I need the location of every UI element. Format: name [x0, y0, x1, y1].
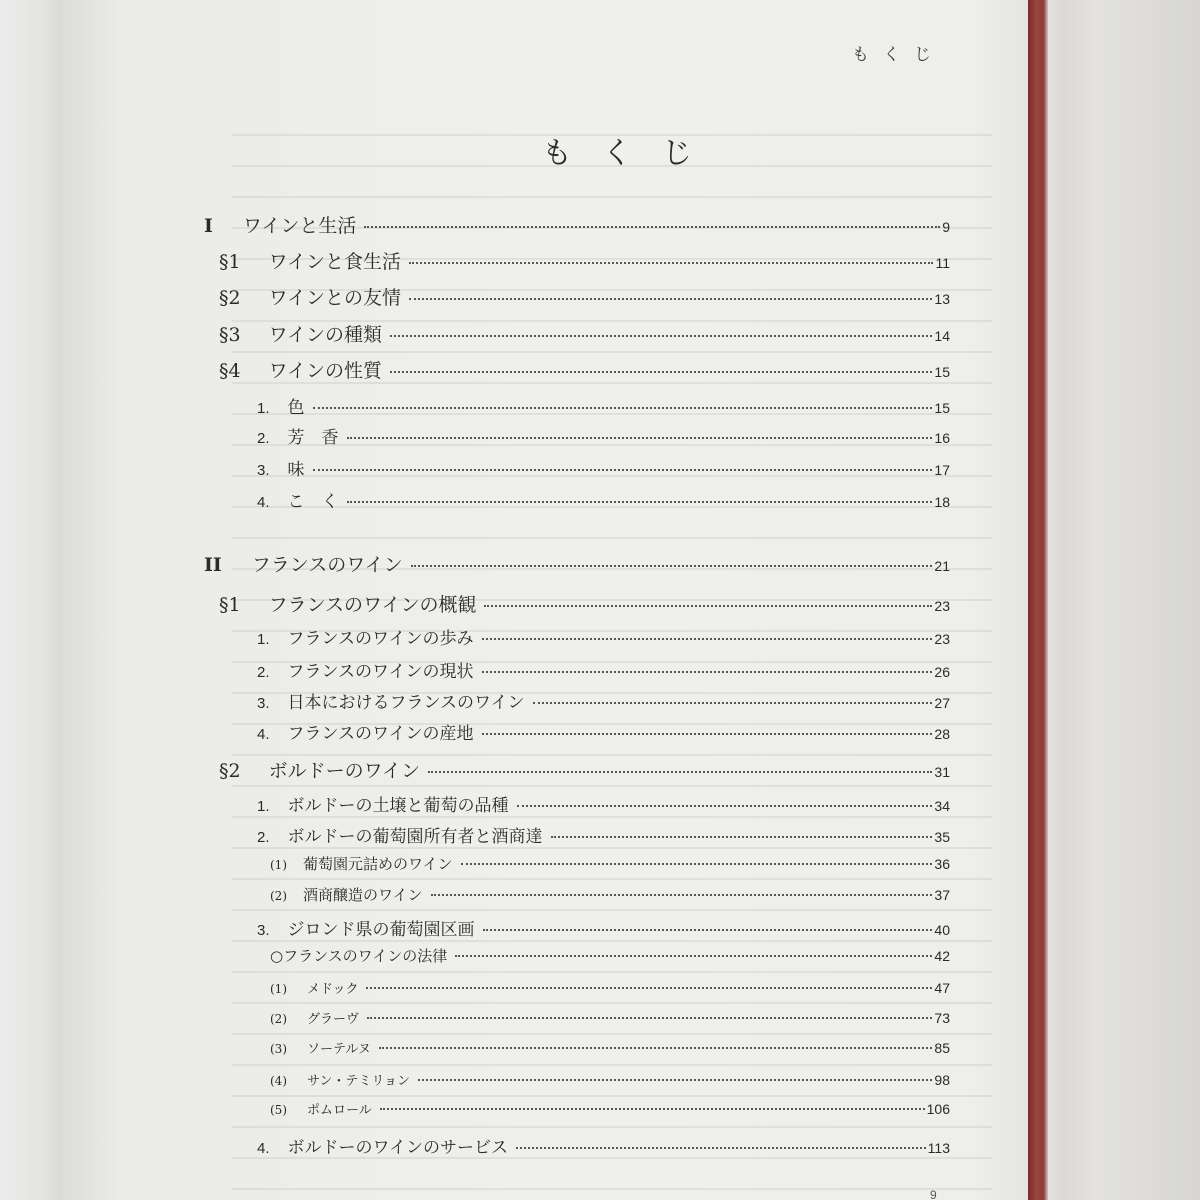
toc-entry: [270, 1099, 950, 1118]
dot-leader: [364, 224, 940, 228]
toc-entry-title: ジロンド県の葡萄園区画: [287, 920, 475, 940]
toc-entry-label: [219, 590, 476, 617]
toc-entry: [257, 915, 950, 940]
dot-leader: [347, 435, 933, 439]
running-head: もくじ: [852, 45, 945, 65]
dot-leader: [482, 731, 933, 735]
toc-entry-number: 1.: [257, 400, 270, 417]
toc-entry-page: 13: [934, 291, 950, 307]
dot-leader: [483, 927, 933, 931]
toc-entry: [257, 423, 950, 448]
toc-entry: [257, 455, 950, 480]
dot-leader: [516, 1145, 926, 1149]
toc-entry: [219, 283, 950, 310]
toc-entry: [270, 1038, 950, 1057]
toc-entry-page: 17: [934, 462, 950, 478]
toc-entry-title: フランスのワインの歩み: [287, 629, 474, 649]
toc-entry-number: 4.: [257, 726, 270, 743]
toc-entry: [257, 624, 950, 649]
toc-entry: [257, 822, 950, 847]
toc-entry: [270, 1008, 950, 1027]
toc-entry-label: [270, 1038, 371, 1057]
toc-entry: [204, 550, 950, 577]
toc-entry-label: [219, 756, 420, 783]
dot-leader: [379, 1045, 933, 1049]
toc-entry-title: ポムロール: [307, 1103, 372, 1118]
toc-entry-number: 3.: [257, 922, 270, 939]
toc-entry-title: 色: [287, 398, 305, 418]
toc-entry-number: 1.: [257, 631, 270, 648]
dot-leader: [482, 669, 933, 673]
toc-entry-title: ワインの性質: [268, 360, 383, 382]
toc-entry-label: [257, 915, 475, 940]
toc-entry-page: 85: [934, 1040, 950, 1056]
toc-entry-number: 4.: [257, 1140, 270, 1157]
dot-leader: [380, 1106, 925, 1110]
toc-entry: [270, 978, 950, 997]
toc-entry-page: 26: [934, 664, 950, 680]
toc-entry-number: (4): [270, 1074, 287, 1088]
toc-entry-page: 21: [934, 558, 950, 574]
dot-leader: [390, 369, 932, 373]
dot-leader: [431, 892, 933, 896]
toc-entry-page: 34: [934, 798, 950, 814]
toc-entry-number: (1): [270, 982, 287, 996]
toc-entry-label: [257, 423, 339, 448]
toc-entry-title: こ く: [287, 492, 339, 512]
toc-entry-page: 11: [935, 255, 950, 271]
toc-entry-title: ワインと生活: [242, 215, 357, 237]
toc-entry: [219, 756, 950, 783]
toc-entry-number: (1): [270, 858, 287, 872]
toc-entry-label: [257, 393, 305, 418]
toc-entry-page: 47: [934, 980, 950, 996]
toc-entry: [257, 393, 950, 418]
toc-entry: [270, 884, 950, 905]
dot-leader: [484, 603, 932, 607]
dot-leader: [533, 700, 933, 704]
toc-entry-title: メドック: [307, 982, 359, 997]
toc-entry-number: 1.: [257, 798, 270, 815]
toc-entry: [204, 211, 950, 238]
toc-entry-number: (3): [270, 1042, 287, 1056]
toc-entry-title: ボルドーのワインのサービス: [287, 1138, 509, 1158]
dot-leader: [367, 1015, 932, 1019]
toc-entry-label: [270, 945, 447, 966]
toc-entry-number: 3.: [257, 462, 270, 479]
toc-entry-label: [257, 791, 509, 816]
toc-entry-page: 23: [934, 631, 950, 647]
toc-entry-page: 42: [934, 948, 950, 964]
toc-entry-title: ワインとの友情: [268, 287, 402, 309]
toc-entry: [219, 247, 950, 274]
toc-entry-title: フランスのワインの概観: [268, 594, 477, 616]
toc-entry: [257, 657, 950, 682]
toc-entry-page: 9: [942, 219, 950, 235]
table-of-contents: [62, 0, 1028, 1200]
toc-entry-page: 15: [934, 400, 950, 416]
toc-entry-label: [219, 356, 382, 383]
dot-leader: [411, 563, 933, 567]
toc-entry: [270, 853, 950, 874]
toc-entry-label: [270, 853, 453, 874]
toc-entry: [257, 487, 950, 512]
dot-leader: [418, 1077, 932, 1081]
toc-entry-title: ワインの種類: [268, 324, 383, 346]
toc-entry-page: 31: [934, 764, 950, 780]
toc-entry-label: [204, 211, 356, 238]
dot-leader: [461, 861, 933, 865]
toc-entry-title: サン・テミリョン: [307, 1074, 410, 1089]
dot-leader: [455, 953, 932, 957]
toc-entry-page: 23: [934, 598, 950, 614]
dot-leader: [409, 296, 932, 300]
toc-entry-label: [257, 719, 474, 744]
toc-entry-number: §2: [219, 287, 241, 309]
dot-leader: [313, 467, 933, 471]
dot-leader: [390, 333, 932, 337]
toc-entry-page: 27: [934, 695, 950, 711]
toc-entry-title: フランスのワイン: [251, 554, 403, 576]
toc-entry-label: [257, 455, 305, 480]
toc-entry-number: §1: [219, 594, 241, 616]
book-cover-edge: [1028, 0, 1200, 1200]
toc-entry-label: [257, 624, 474, 649]
dot-leader: [409, 260, 933, 264]
dot-leader: [551, 834, 933, 838]
toc-entry: [257, 719, 950, 744]
page-title: もくじ: [542, 136, 722, 171]
toc-entry-number: §2: [219, 760, 241, 782]
toc-entry-label: [219, 247, 401, 274]
toc-entry-title: ボルドーの土壌と葡萄の品種: [287, 796, 509, 816]
toc-entry-title: ワインと食生活: [268, 251, 402, 273]
toc-entry-number: I: [204, 215, 213, 237]
toc-entry-title: ソーテルヌ: [307, 1042, 371, 1057]
toc-entry-number: (2): [270, 889, 287, 903]
toc-entry-label: [219, 320, 382, 347]
toc-entry-title: フランスのワインの産地: [287, 724, 474, 744]
toc-entry-label: [270, 1008, 359, 1027]
toc-entry-title: フランスのワインの現状: [287, 662, 474, 682]
toc-entry: [219, 590, 950, 617]
toc-entry-page: 113: [927, 1140, 950, 1156]
toc-entry-number: §4: [219, 360, 241, 382]
toc-entry-title: ○フランスのワインの法律: [270, 947, 448, 965]
toc-entry-number: 2.: [257, 829, 270, 846]
toc-entry-number: 2.: [257, 664, 270, 681]
dot-leader: [482, 636, 933, 640]
toc-entry-title: 芳 香: [287, 428, 339, 448]
toc-entry-label: [257, 688, 525, 713]
toc-entry-page: 40: [934, 922, 950, 938]
toc-entry: [270, 1070, 950, 1089]
toc-entry: [257, 791, 950, 816]
toc-entry-title: ボルドーのワイン: [268, 760, 421, 782]
toc-entry-number: II: [204, 554, 222, 576]
toc-entry-number: 3.: [257, 695, 270, 712]
toc-entry-label: [219, 283, 401, 310]
toc-entry-number: (2): [270, 1012, 287, 1026]
toc-entry-title: 酒商醸造のワイン: [303, 886, 423, 904]
toc-entry-title: 日本におけるフランスのワイン: [287, 693, 525, 713]
toc-entry-page: 98: [934, 1072, 950, 1088]
facing-page-edge: [0, 0, 62, 1200]
toc-entry-label: [270, 1099, 372, 1118]
book-page: [62, 0, 1028, 1200]
toc-entry-page: 36: [934, 856, 950, 872]
toc-entry: [219, 320, 950, 347]
toc-entry-title: グラーヴ: [307, 1012, 360, 1027]
toc-entry-page: 18: [934, 494, 950, 510]
toc-entry-page: 15: [934, 364, 950, 380]
toc-entry-number: (5): [270, 1103, 287, 1117]
toc-entry-page: 106: [926, 1101, 950, 1117]
toc-entry-label: [270, 1070, 410, 1089]
toc-entry-page: 14: [934, 328, 950, 344]
toc-entry: [257, 688, 950, 713]
dot-leader: [313, 405, 933, 409]
toc-entry-label: [270, 884, 423, 905]
toc-entry-number: 2.: [257, 430, 270, 447]
toc-entry-title: 葡萄園元詰めのワイン: [303, 855, 453, 873]
toc-entry-label: [257, 822, 543, 847]
toc-entry-number: 4.: [257, 494, 270, 511]
dot-leader: [517, 803, 933, 807]
toc-entry: [257, 1133, 950, 1158]
toc-entry: [270, 945, 950, 966]
toc-entry-label: [257, 1133, 508, 1158]
toc-entry-label: [257, 487, 339, 512]
page-number: 9: [930, 1188, 937, 1200]
dot-leader: [366, 985, 932, 989]
toc-entry-page: 28: [934, 726, 950, 742]
dot-leader: [347, 499, 933, 503]
toc-entry-number: §3: [219, 324, 241, 346]
toc-entry-number: §1: [219, 251, 241, 273]
toc-entry-title: 味: [287, 460, 305, 480]
dot-leader: [428, 769, 932, 773]
toc-entry-page: 35: [934, 829, 950, 845]
toc-entry-label: [204, 550, 403, 577]
toc-entry-title: ボルドーの葡萄園所有者と酒商達: [287, 827, 543, 847]
toc-entry: [219, 356, 950, 383]
toc-entry-label: [257, 657, 474, 682]
toc-entry-page: 37: [934, 887, 950, 903]
toc-entry-label: [270, 978, 358, 997]
toc-entry-page: 16: [934, 430, 950, 446]
toc-entry-page: 73: [934, 1010, 950, 1026]
